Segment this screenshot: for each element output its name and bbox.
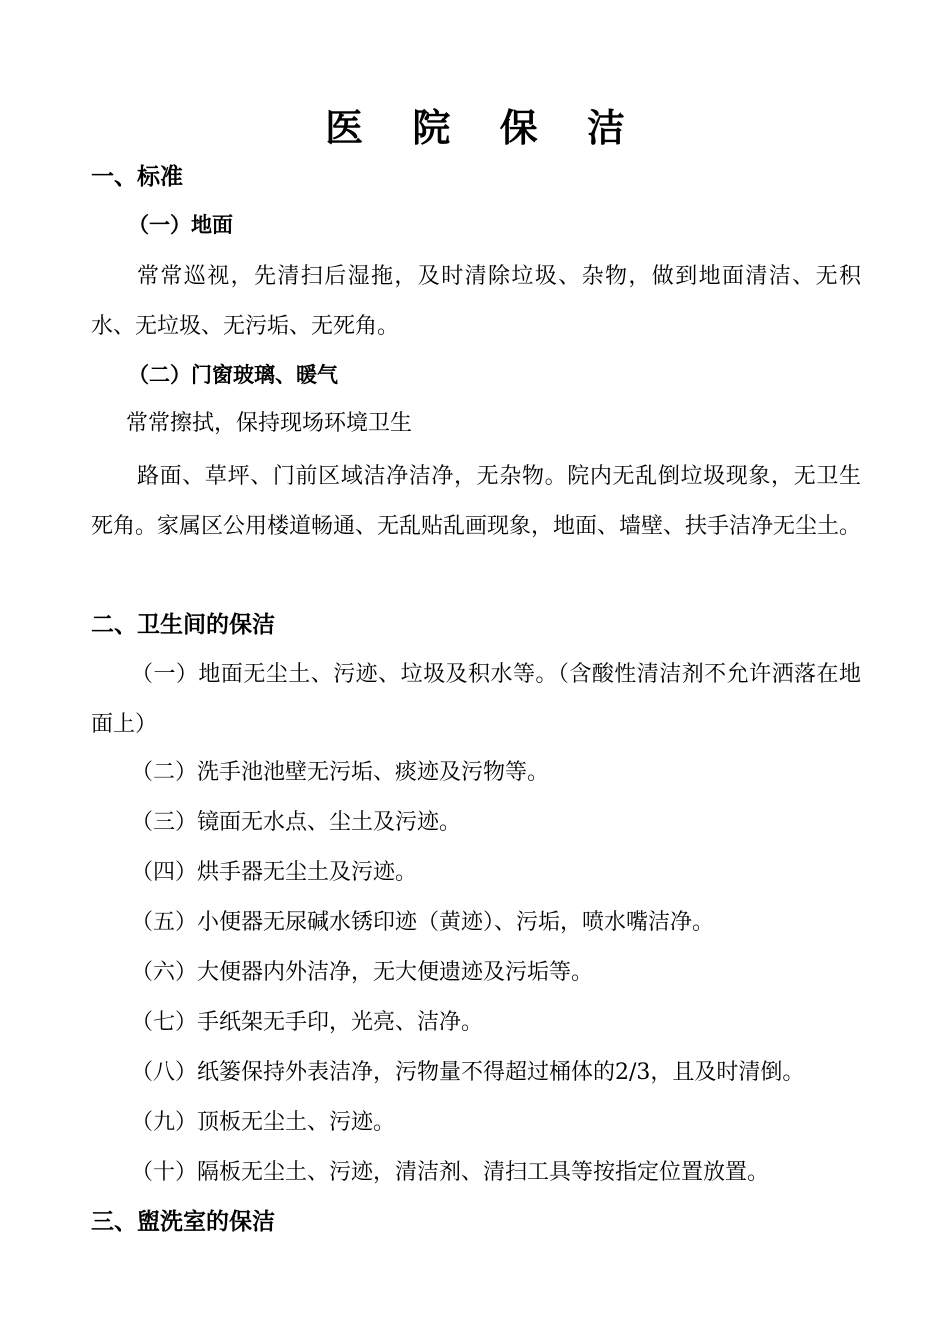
section-heading-standards: 一、标准	[91, 164, 183, 190]
restroom-item: （五）小便器无尿碱水锈印迹（黄迹）、污垢，喷水嘴洁净。	[131, 910, 715, 935]
restroom-item: （十）隔板无尘土、污迹，清洁剂、清扫工具等按指定位置放置。	[131, 1160, 770, 1185]
restroom-item: （三）镜面无水点、尘土及污迹。	[131, 810, 462, 835]
section-heading-restroom: 二、卫生间的保洁	[91, 612, 275, 638]
wipe-line: 常常擦拭，保持现场环境卫生	[126, 411, 413, 436]
subsection-heading-floor: （一）地面	[128, 213, 233, 237]
restroom-item: （九）顶板无尘土、污迹。	[131, 1110, 396, 1135]
restroom-item: （六）大便器内外洁净，无大便遗迹及污垢等。	[131, 960, 594, 985]
restroom-item: （一）地面无尘土、污迹、垃圾及积水等。（含酸性清洁剂不允许洒落在地面上）	[91, 662, 861, 737]
section-heading-washroom: 三、盥洗室的保洁	[91, 1209, 275, 1235]
restroom-item: （八）纸篓保持外表洁净，污物量不得超过桶体的2/3，且及时清倒。	[131, 1060, 805, 1085]
restroom-item: （四）烘手器无尘土及污迹。	[131, 860, 418, 885]
document-title: 医 院 保 洁	[325, 106, 643, 150]
grounds-paragraph: 路面、草坪、门前区域洁净洁净，无杂物。院内无乱倒垃圾现象，无卫生死角。家属区公用楼道畅通、无乱贴乱画现象，地面、墙壁、扶手洁净无尘土。	[91, 464, 862, 539]
restroom-item: （二）洗手池池壁无污垢、痰迹及污物等。	[131, 760, 550, 785]
subsection-heading-doors-windows: （二）门窗玻璃、暖气	[128, 363, 338, 387]
restroom-item: （七）手纸架无手印，光亮、洁净。	[131, 1010, 484, 1035]
floor-paragraph: 常常巡视，先清扫后湿拖，及时清除垃圾、杂物，做到地面清洁、无积水、无垃圾、无污垢、无死角。	[91, 264, 861, 339]
